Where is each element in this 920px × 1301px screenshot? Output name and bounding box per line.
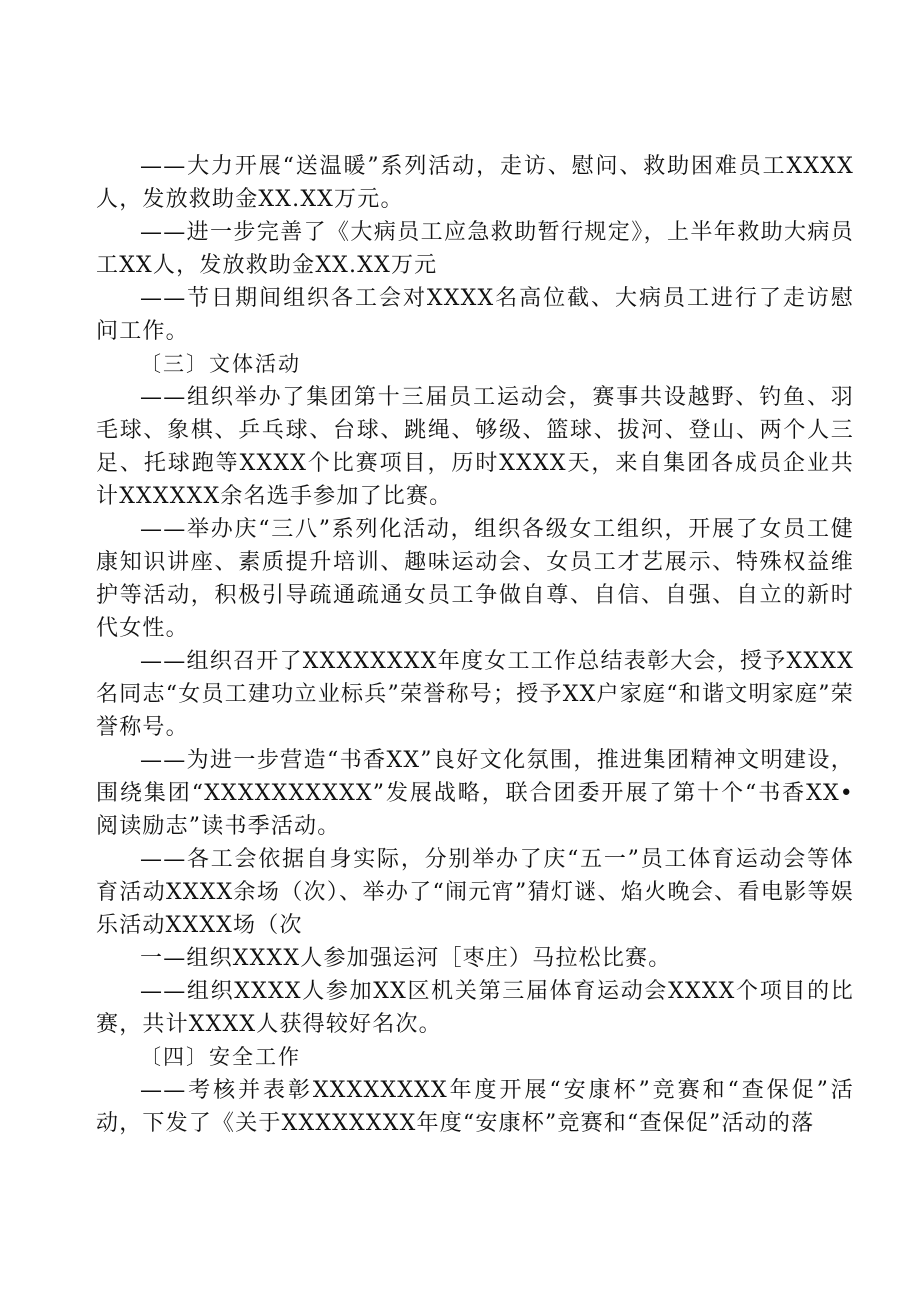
paragraph-illness-relief: ——进一步完善了《大病员工应急救助暂行规定》，上半年救助大病员工XX人，发放救助金XX.XX万元 — [96, 220, 854, 278]
section-heading-safety: 〔四〕安全工作 — [140, 1045, 301, 1069]
paragraph-ankang-cup: ——考核并表彰XXXXXXXX年度开展“安康杯”竞赛和“查保促”活动，下发了《关于XXXXXXXX年度“安康杯”竞赛和“查保促”活动的落 — [96, 1078, 854, 1136]
document-body — [96, 150, 854, 1140]
paragraph-relief-campaign: ——大力开展“送温暖”系列活动，走访、慰问、救助困难员工XXXX人，发放救助金XX.XX万元。 — [96, 154, 854, 212]
paragraph-district-games: ——组织XXXX人参加XX区机关第三届体育运动会XXXX个项目的比赛，共计XXXX人获得较好名次。 — [96, 979, 854, 1037]
paragraph-holiday-visits: ——节日期间组织各工会对XXXX名高位截、大病员工进行了走访慰问工作。 — [96, 286, 854, 344]
paragraph-union-activities: ——各工会依据自身实际，分别举办了庆“五一”员工体育运动会等体育活动XXXX余场（次）、举办了“闹元宵”猜灯谜、焰火晚会、看电影等娱乐活动XXXX场（次 — [96, 847, 854, 938]
paragraph-reading-season: ——为进一步营造“书香XX”良好文化氛围，推进集团精神文明建设，围绕集团“XXXXXXXXXX”发展战略，联合团委开展了第十个“书香XX•阅读励志”读书季活动。 — [96, 748, 854, 839]
paragraph-womens-day: ——举办庆“三八”系列化活动，组织各级女工组织，开展了女员工健康知识讲座、素质提升培训、趣味运动会、女员工才艺展示、特殊权益维护等活动，积极引导疏通疏通女员工争做自尊、自信、自强、自立的新时代女性。 — [96, 517, 854, 641]
paragraph-women-awards: ——组织召开了XXXXXXXX年度女工工作总结表彰大会，授予XXXX名同志“女员工建功立业标兵”荣誉称号；授予XX户家庭“和谐文明家庭”荣誉称号。 — [96, 649, 854, 740]
section-heading-culture-sports: 〔三〕文体活动 — [140, 352, 301, 376]
paragraph-marathon: 一—组织XXXX人参加强运河［枣庄）马拉松比赛。 — [140, 946, 672, 971]
paragraph-sports-meet: ——组织举办了集团第十三届员工运动会，赛事共设越野、钓鱼、羽毛球、象棋、乒乓球、台球、跳绳、够级、篮球、拔河、登山、两个人三足、托球跑等XXXX个比赛项目，历时XXXX天，来自集团各成员企业共计XXXXXX余名选手参加了比赛。 — [96, 385, 854, 509]
